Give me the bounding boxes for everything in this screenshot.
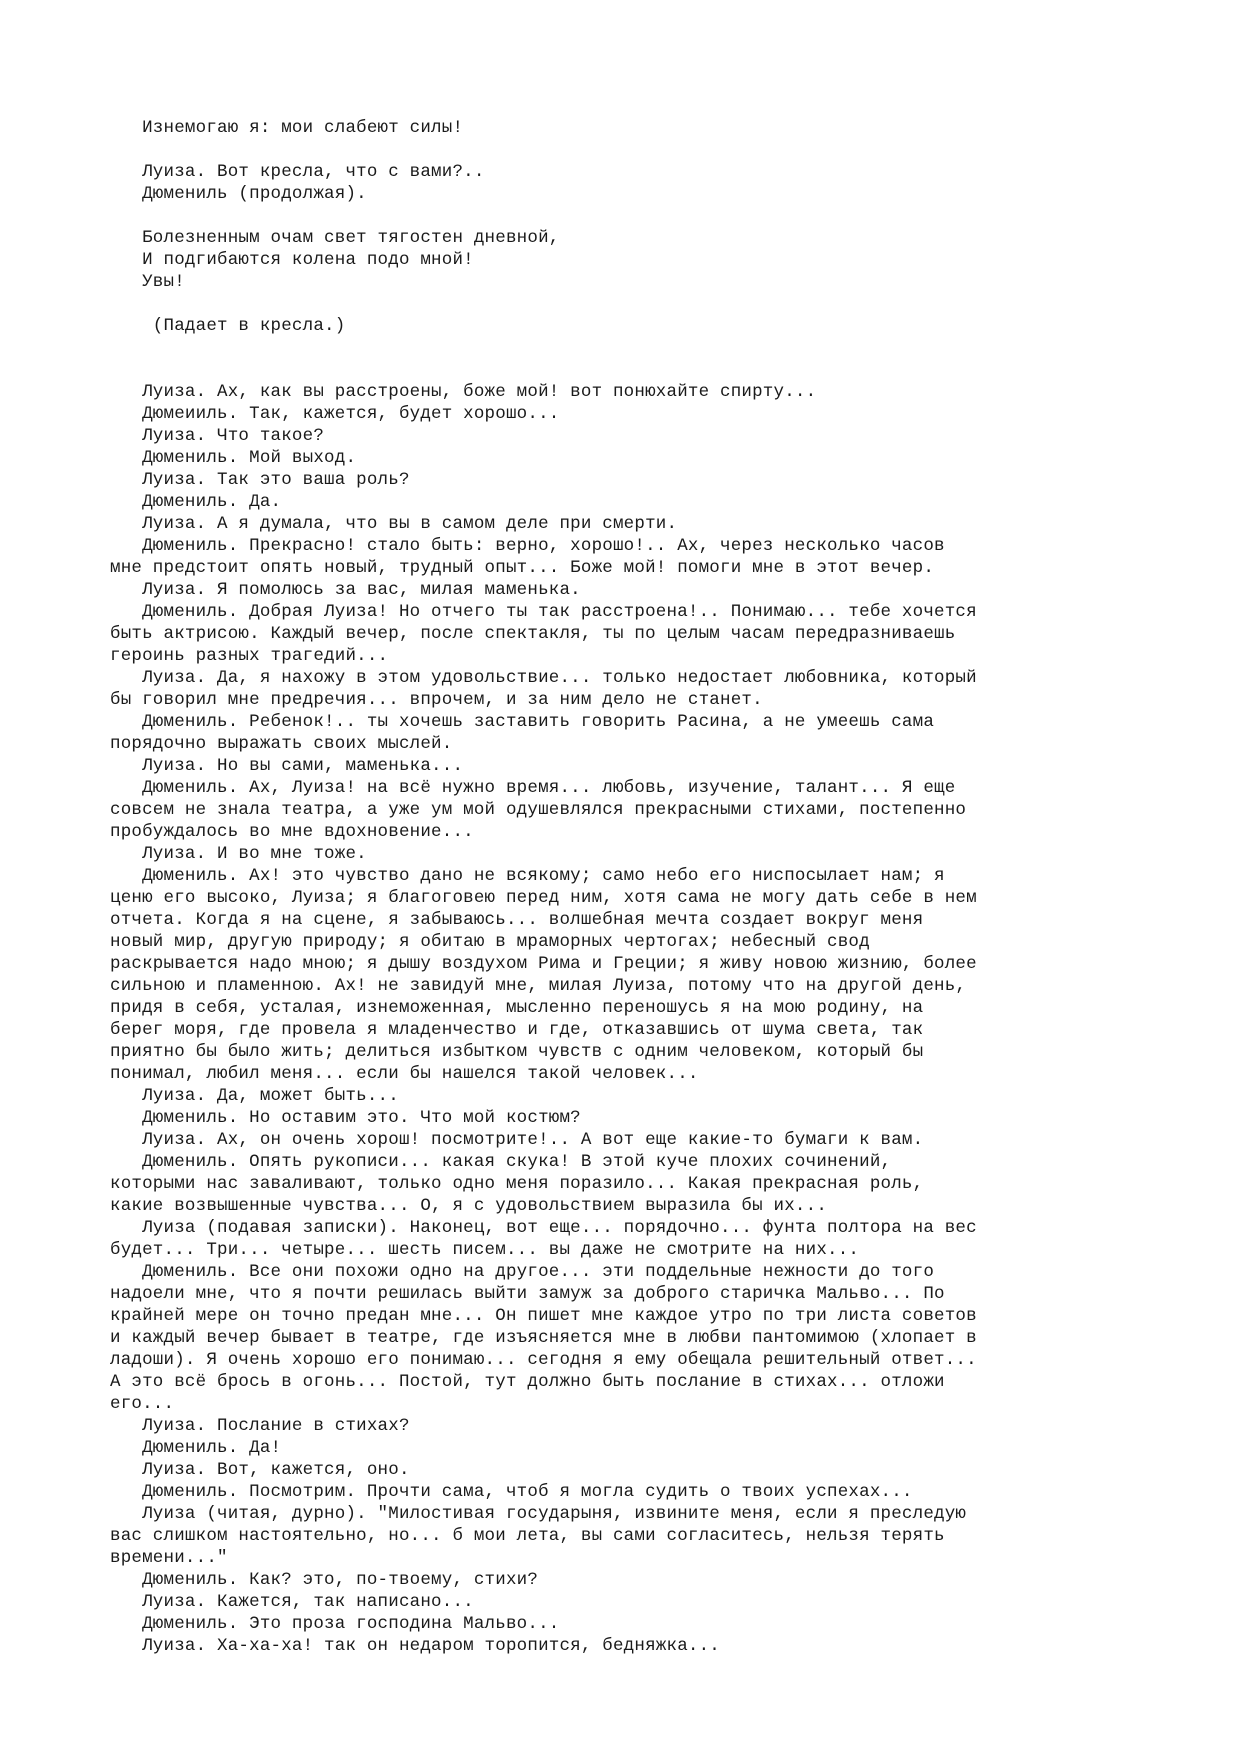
blank-line	[110, 337, 1220, 359]
text-line: отчета. Когда я на сцене, я забываюсь... волшебная мечта создает вокруг меня	[110, 910, 924, 930]
text-line: Дюмениль. Ах! это чувство дано не всякому; само небо его ниспосылает нам; я	[110, 866, 945, 886]
text-line: И подгибаются колена подо мной!	[110, 250, 474, 270]
blank-line	[110, 359, 1220, 381]
text-line: Луиза (подавая записки). Наконец, вот еще... порядочно... фунта полтора на вес	[110, 1218, 977, 1238]
text-line: Луиза. Но вы сами, маменька...	[110, 756, 464, 776]
text-line: Дюмениль. Опять рукописи... какая скука! В этой куче плохих сочинений,	[110, 1152, 892, 1172]
text-line: раскрывается надо мною; я дышу воздухом Рима и Греции; я живу новою жизнию, более	[110, 954, 977, 974]
text-line: Луиза. Я помолюсь за вас, милая маменька.	[110, 580, 581, 600]
text-line: Дюмениль. Мой выход.	[110, 448, 357, 468]
document-text	[110, 117, 1220, 1657]
text-line: пробуждалось во мне вдохновение...	[110, 822, 474, 842]
text-line: (Падает в кресла.)	[110, 316, 346, 336]
text-line: Луиза. Да, я нахожу в этом удовольствие... только недостает любовника, который	[110, 668, 977, 688]
blank-line	[110, 205, 1220, 227]
text-line: ладоши). Я очень хорошо его понимаю... сегодня я ему обещала решительный ответ...	[110, 1350, 977, 1370]
text-line: Увы!	[110, 272, 185, 292]
text-line: Изнемогаю я: мои слабеют силы!	[110, 118, 464, 138]
text-line: и каждый вечер бывает в театре, где изъясняется мне в любви пантомимою (хлопает в	[110, 1328, 977, 1348]
text-line: Луиза. Послание в стихах?	[110, 1416, 410, 1436]
text-line: быть актрисою. Каждый вечер, после спектакля, ты по целым часам передразниваешь	[110, 624, 956, 644]
text-line: Луиза. Вот кресла, что с вами?..	[110, 162, 485, 182]
text-line: Луиза. Ах, как вы расстроены, боже мой! вот понюхайте спирту...	[110, 382, 817, 402]
text-line: Дюмеииль. Так, кажется, будет хорошо...	[110, 404, 560, 424]
text-line: какие возвышенные чувства... О, я с удовольствием выразила бы их...	[110, 1196, 828, 1216]
text-line: Луиза. Вот, кажется, оно.	[110, 1460, 410, 1480]
text-line: А это всё брось в огонь... Постой, тут должно быть послание в стихах... отложи	[110, 1372, 945, 1392]
text-line: Луиза. Что такое?	[110, 426, 325, 446]
text-line: Дюмениль. Да.	[110, 492, 282, 512]
text-line: приятно бы было жить; делиться избытком чувств с одним человеком, который бы	[110, 1042, 924, 1062]
text-line: Дюмениль. Все они похожи одно на другое... эти поддельные нежности до того	[110, 1262, 935, 1282]
text-line: мне предстоит опять новый, трудный опыт... Боже мой! помоги мне в этот вечер.	[110, 558, 935, 578]
blank-line	[110, 293, 1220, 315]
text-line: Луиза. Так это ваша роль?	[110, 470, 410, 490]
text-line: новый мир, другую природу; я обитаю в мраморных чертогах; небесный свод	[110, 932, 870, 952]
text-line: крайней мере он точно предан мне... Он пишет мне каждое утро по три листа советов	[110, 1306, 977, 1326]
blank-line	[110, 139, 1220, 161]
text-line: Луиза (читая, дурно). "Милостивая государыня, извините меня, если я преследую	[110, 1504, 967, 1524]
text-line: Луиза. А я думала, что вы в самом деле при смерти.	[110, 514, 678, 534]
text-line: его...	[110, 1394, 175, 1414]
text-line: сильною и пламенною. Ах! не завидуй мне, милая Луиза, потому что на другой день,	[110, 976, 967, 996]
text-line: Дюмениль. Как? это, по-твоему, стихи?	[110, 1570, 539, 1590]
text-line: совсем не знала театра, а уже ум мой одушевлялся прекрасными стихами, постепенно	[110, 800, 967, 820]
text-line: Дюмениль. Да!	[110, 1438, 282, 1458]
text-line: Дюмениль. Прекрасно! стало быть: верно, хорошо!.. Ах, через несколько часов	[110, 536, 945, 556]
text-line: понимал, любил меня... если бы нашелся такой человек...	[110, 1064, 699, 1084]
text-line: Луиза. Кажется, так написано...	[110, 1592, 474, 1612]
text-line: героинь разных трагедий...	[110, 646, 389, 666]
text-line: порядочно выражать своих мыслей.	[110, 734, 453, 754]
text-line: бы говорил мне предречия... впрочем, и за ним дело не станет.	[110, 690, 763, 710]
text-line: Луиза. Да, может быть...	[110, 1086, 399, 1106]
text-line: Луиза. Ах, он очень хорош! посмотрите!.. А вот еще какие-то бумаги к вам.	[110, 1130, 924, 1150]
text-line: надоели мне, что я почти решилась выйти замуж за доброго старичка Мальво... По	[110, 1284, 945, 1304]
text-line: времени..."	[110, 1548, 228, 1568]
text-line: Луиза. И во мне тоже.	[110, 844, 367, 864]
text-line: Дюмениль. Но оставим это. Что мой костюм?	[110, 1108, 581, 1128]
text-line: Болезненным очам свет тягостен дневной,	[110, 228, 560, 248]
text-line: Дюмениль. Добрая Луиза! Но отчего ты так расстроена!.. Понимаю... тебе хочется	[110, 602, 977, 622]
text-line: Дюмениль. Посмотрим. Прочти сама, чтоб я могла судить о твоих успехах...	[110, 1482, 913, 1502]
text-line: вас слишком настоятельно, но... б мои лета, вы сами согласитесь, нельзя терять	[110, 1526, 945, 1546]
text-line: которыми нас заваливают, только одно меня поразило... Какая прекрасная роль,	[110, 1174, 924, 1194]
text-line: Луиза. Ха-ха-ха! так он недаром торопится, бедняжка...	[110, 1636, 720, 1656]
text-line: Дюмениль (продолжая).	[110, 184, 367, 204]
text-line: Дюмениль. Это проза господина Мальво...	[110, 1614, 560, 1634]
text-line: придя в себя, усталая, изнеможенная, мысленно переношусь я на мою родину, на	[110, 998, 924, 1018]
text-line: ценю его высоко, Луиза; я благоговею перед ним, хотя сама не могу дать себе в нем	[110, 888, 977, 908]
text-line: берег моря, где провела я младенчество и где, отказавшись от шума света, так	[110, 1020, 924, 1040]
text-line: Дюмениль. Ах, Луиза! на всё нужно время... любовь, изучение, талант... Я еще	[110, 778, 956, 798]
text-line: Дюмениль. Ребенок!.. ты хочешь заставить говорить Расина, а не умеешь сама	[110, 712, 935, 732]
text-line: будет... Три... четыре... шесть писем... вы даже не смотрите на них...	[110, 1240, 860, 1260]
